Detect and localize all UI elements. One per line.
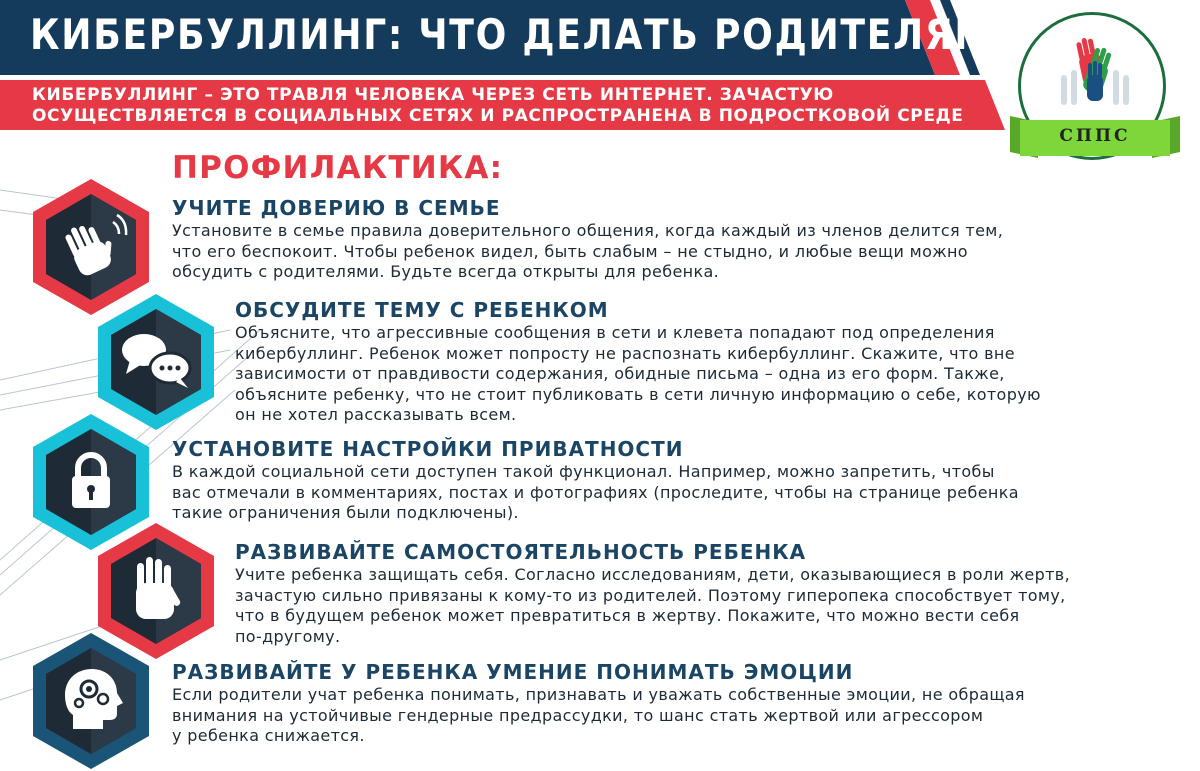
emotions-hexagon	[31, 631, 151, 771]
definition-line: ОСУЩЕСТВЛЯЕТСЯ В СОЦИАЛЬНЫХ СЕТЯХ И РАСПРОСТРАНЕНА В ПОДРОСТКОВОЙ СРЕДЕ	[32, 106, 964, 126]
item-title: РАЗВИВАЙТЕ САМОСТОЯТЕЛЬНОСТЬ РЕБЕНКА	[235, 540, 807, 564]
item-title: РАЗВИВАЙТЕ У РЕБЕНКА УМЕНИЕ ПОНИМАТЬ ЭМОЦИИ	[172, 660, 854, 684]
item-title: УЧИТЕ ДОВЕРИЮ В СЕМЬЕ	[172, 196, 501, 220]
section-heading: ПРОФИЛАКТИКА:	[172, 150, 504, 186]
item-line: объясните ребенку, что не стоит публиковать в сети личную информацию о себе, которую	[235, 384, 1041, 404]
item-independence	[235, 541, 1070, 647]
item-trust	[172, 197, 1003, 283]
item-line: Объясните, что агрессивные сообщения в сети и клевета попадают под определения	[235, 323, 995, 342]
item-line: вас отмечали в комментариях, постах и фотографиях (проследите, чтобы на странице ребенка	[172, 482, 1019, 502]
item-line: что в будущем ребенок может превратиться в жертву. Покажите, что можно вести себя	[235, 606, 1020, 625]
definition-text	[32, 85, 964, 127]
item-line: зависимости от правдивости содержания, обидные письма – одна из его форм. Также,	[235, 364, 1005, 383]
item-emotions	[172, 661, 1025, 747]
item-line: Учите ребенка защищать себя. Согласно исследованиям, дети, оказывающиеся в роли жертв,	[235, 565, 1071, 584]
item-text	[172, 462, 1019, 524]
sppc-logo	[1010, 12, 1180, 182]
item-line: обсудить с родителями. Будьте всегда открыты для ребенка.	[172, 262, 720, 281]
item-line: кибербуллинг. Ребенок может попросту не распознать кибербуллинг. Скажите, что вне	[235, 343, 1015, 363]
item-title: ОБСУДИТЕ ТЕМУ С РЕБЕНКОМ	[235, 298, 609, 322]
item-text	[235, 565, 1070, 647]
item-line: В каждой социальной сети доступен такой функционал. Например, можно запретить, чтобы	[172, 462, 995, 481]
item-line: у ребенка снижается.	[172, 726, 365, 745]
item-title: УСТАНОВИТЕ НАСТРОЙКИ ПРИВАТНОСТИ	[172, 437, 684, 461]
item-line: он не хотел рассказывать всем.	[235, 405, 517, 424]
item-line: Установите в семье правила доверительного общения, когда каждый из членов делится тем,	[172, 221, 1004, 240]
item-line: что его беспокоит. Чтобы ребенок видел, быть слабым – не стыдно, и любые вещи можно	[172, 241, 968, 261]
item-line: по-другому.	[235, 626, 341, 646]
discuss-hexagon	[96, 292, 216, 432]
item-text	[235, 323, 1041, 426]
item-line: такие ограничения были подключены).	[172, 503, 519, 522]
item-discuss	[235, 299, 1041, 426]
item-privacy	[172, 438, 1019, 524]
item-line: зачастую сильно привязаны к кому-то из родителей. Поэтому гиперопека способствует тому,	[235, 585, 1066, 605]
logo-text: СППС	[1059, 126, 1131, 146]
definition-line: КИБЕРБУЛЛИНГ – ЭТО ТРАВЛЯ ЧЕЛОВЕКА ЧЕРЕЗ СЕТЬ ИНТЕРНЕТ. ЗАЧАСТУЮ	[32, 85, 834, 105]
page-title: КИБЕРБУЛЛИНГ: ЧТО ДЕЛАТЬ РОДИТЕЛЯМ?	[30, 10, 1015, 59]
item-line: Если родители учат ребенка понимать, признавать и уважать собственные эмоции, не обращая	[172, 685, 1025, 704]
item-text	[172, 685, 1025, 747]
item-text	[172, 221, 1003, 283]
item-line: внимания на устойчивые гендерные предрассудки, то шанс стать жертвой или агрессором	[172, 705, 984, 725]
definition-banner	[0, 80, 1010, 130]
